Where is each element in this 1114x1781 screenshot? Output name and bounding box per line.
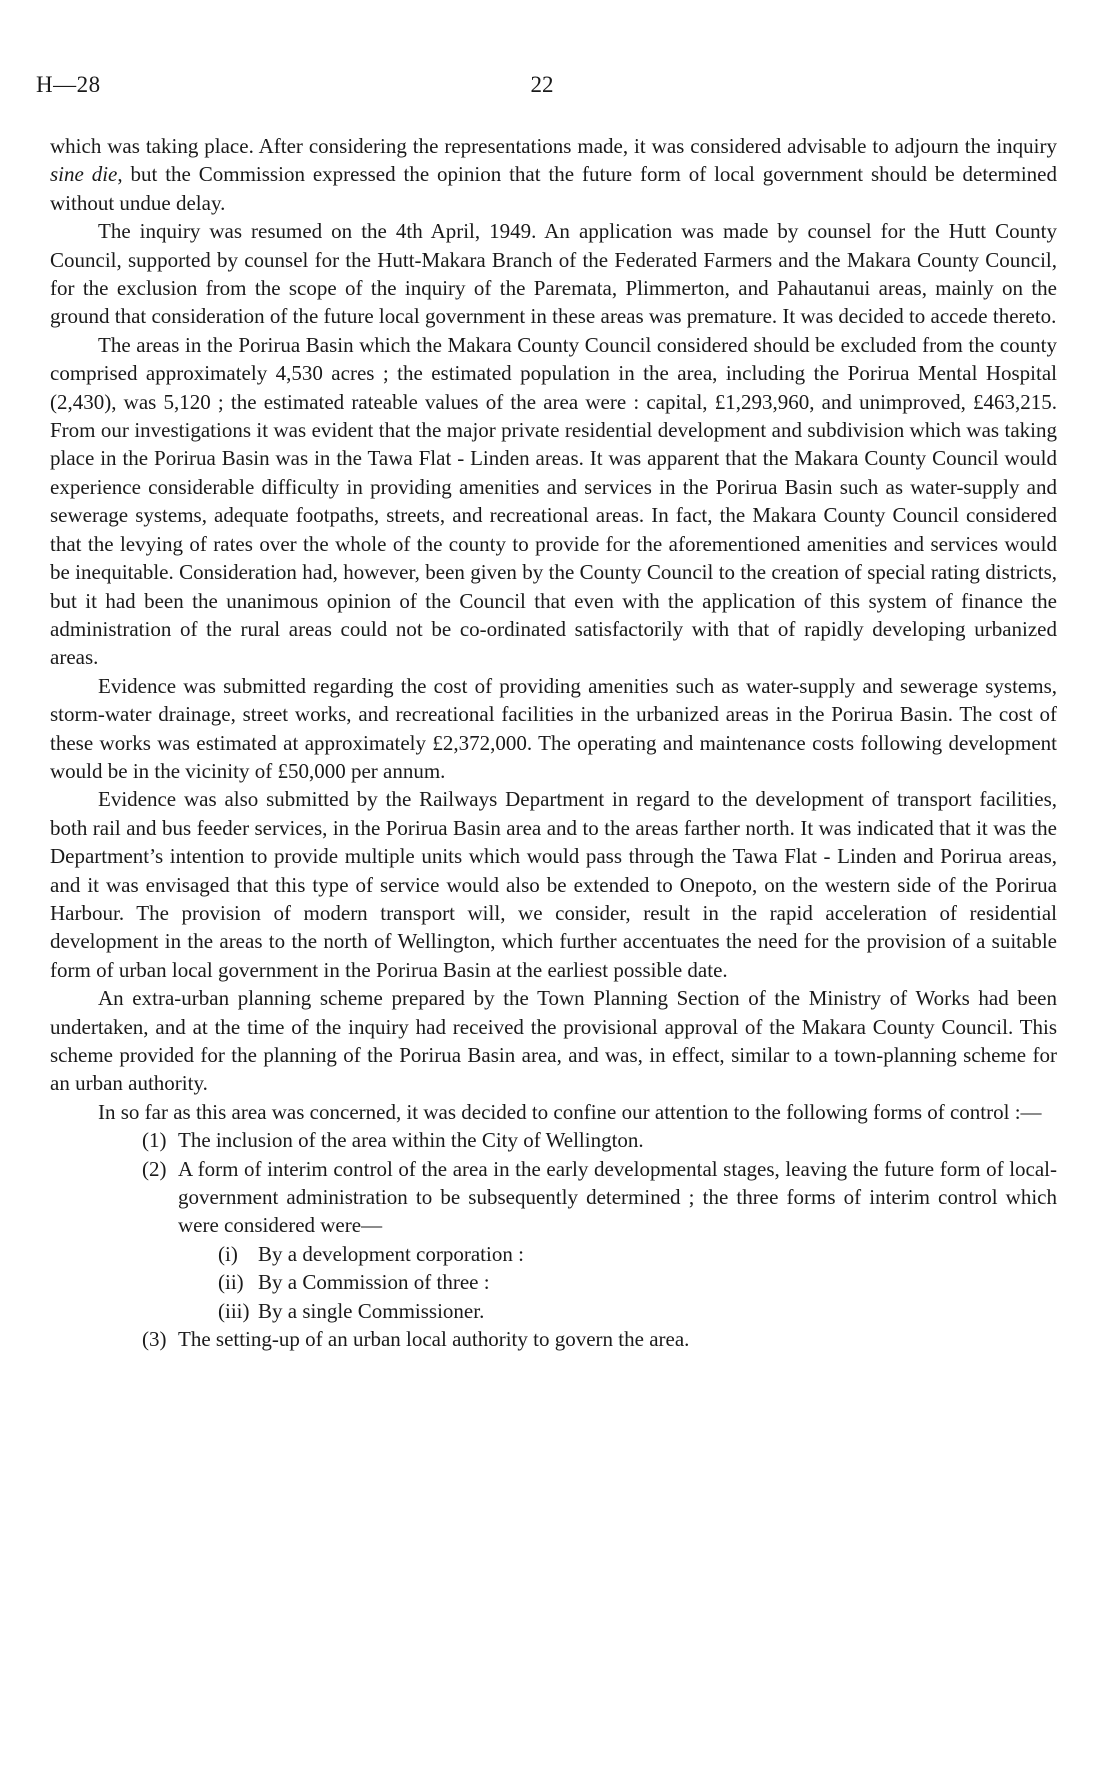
paragraph [50, 217, 1057, 331]
paragraphs [50, 132, 1057, 1126]
text-segment: The areas in the Porirua Basin which the Makara County Council considered should be excluded from the county comprised approximately 4,530 acres ; the estimated population in the area, including the Porirua Mental Hospital (2,430), was 5,120 ; the estimated rateable values of the area were : capital, £1,293,960, and unimproved, £463,215. From our investigations it was evident that the major private residential development and subdivision which was taking place in the Porirua Basin was in the Tawa Flat - Linden areas. It was apparent that the Makara County Council would experience considerable difficulty in providing amenities and services in the Porirua Basin such as water-supply and sewerage systems, adequate footpaths, streets, and recreational areas. In fact, the Makara County Council considered that the levying of rates over the whole of the county to provide for the aforementioned amenities and services would be inequitable. Consideration had, however, been given by the County Council to the creation of special rating districts, but it had been the unanimous opinion of the Council that even with the application of this system of finance the administration of the rural areas could not be co-ordinated satisfactorily with that of rapidly developing urbanized areas. [50, 332, 1057, 670]
sub-list-item [178, 1297, 1057, 1325]
sub-list-item-text: By a development corporation : [258, 1241, 524, 1266]
page-header [36, 72, 1048, 102]
paragraph [50, 331, 1057, 672]
forms-of-control-list [50, 1126, 1057, 1353]
list-item-number: (1) [142, 1128, 167, 1153]
sub-list-item [178, 1240, 1057, 1268]
list-item [50, 1126, 1057, 1154]
paragraph [50, 132, 1057, 217]
list-item [50, 1155, 1057, 1325]
text-segment: In so far as this area was concerned, it was decided to confine our attention to the following forms of control :— [98, 1099, 1042, 1124]
sub-list [178, 1240, 1057, 1325]
text-segment: Evidence was submitted regarding the cost of providing amenities such as water-supply and sewerage systems, storm-water drainage, street works, and recreational facilities in the urbanized areas in the Porirua Basin. The cost of these works was estimated at approximately £2,372,000. The operating and maintenance costs following development would be in the vicinity of £50,000 per annum. [50, 673, 1057, 783]
text-segment: which was taking place. After considering the representations made, it was considered advisable to adjourn the inquiry [50, 134, 1057, 158]
list-item-text: The setting-up of an urban local authority to govern the area. [178, 1327, 690, 1352]
list-item-number: (3) [142, 1327, 167, 1352]
page-number: 22 [530, 72, 554, 97]
text-segment: Evidence was also submitted by the Railways Department in regard to the development of transport facilities, both rail and bus feeder services, in the Porirua Basin area and to the areas farther north. It was indicated that it was the Department’s intention to provide multiple units which would pass through the Tawa Flat - Linden and Porirua areas, and it was envisaged that this type of service would also be extended to Onepoto, on the western side of the Porirua Harbour. The provision of modern transport will, we consider, result in the rapid acceleration of residential development in the areas to the north of Wellington, which further accentuates the need for the provision of a suitable form of urban local government in the Porirua Basin at the earliest possible date. [50, 787, 1057, 982]
paragraph [50, 1098, 1057, 1126]
list-item-number: (2) [142, 1156, 167, 1181]
sub-list-item-number: (i) [218, 1241, 238, 1266]
body-text [50, 132, 1057, 1353]
sub-list-item-text: By a single Commissioner. [258, 1298, 485, 1323]
list-item [50, 1325, 1057, 1353]
paragraph [50, 984, 1057, 1098]
sub-list-item [178, 1268, 1057, 1296]
paragraph [50, 785, 1057, 984]
document-code: H—28 [36, 72, 101, 97]
sub-list-item-text: By a Commission of three : [258, 1270, 490, 1295]
italic-phrase: sine die [50, 162, 118, 187]
sub-list-item-number: (iii) [218, 1298, 250, 1323]
list-item-text: The inclusion of the area within the City of Wellington. [178, 1128, 644, 1153]
sub-list-item-number: (ii) [218, 1270, 244, 1295]
text-segment: An extra-urban planning scheme prepared by the Town Planning Section of the Ministry of Works had been undertaken, and at the time of the inquiry had received the provisional approval of the Makara County Council. This scheme provided for the planning of the Porirua Basin area, and was, in effect, similar to a town-planning scheme for an urban authority. [50, 986, 1057, 1096]
text-segment: The inquiry was resumed on the 4th April, 1949. An application was made by counsel for the Hutt County Council, supported by counsel for the Hutt-Makara Branch of the Federated Farmers and the Makara County Council, for the exclusion from the scope of the inquiry of the Paremata, Plimmerton, and Pahautanui areas, mainly on the ground that consideration of the future local government in these areas was premature. It was decided to accede thereto. [50, 219, 1057, 329]
paragraph [50, 672, 1057, 786]
list-item-text: A form of interim control of the area in the early developmental stages, leaving the future form of local-government administration to be subsequently determined ; the three forms of interim control which were considered were— [178, 1156, 1057, 1238]
text-segment: , but the Commission expressed the opinion that the future form of local government should be determined without undue delay. [50, 162, 1058, 215]
